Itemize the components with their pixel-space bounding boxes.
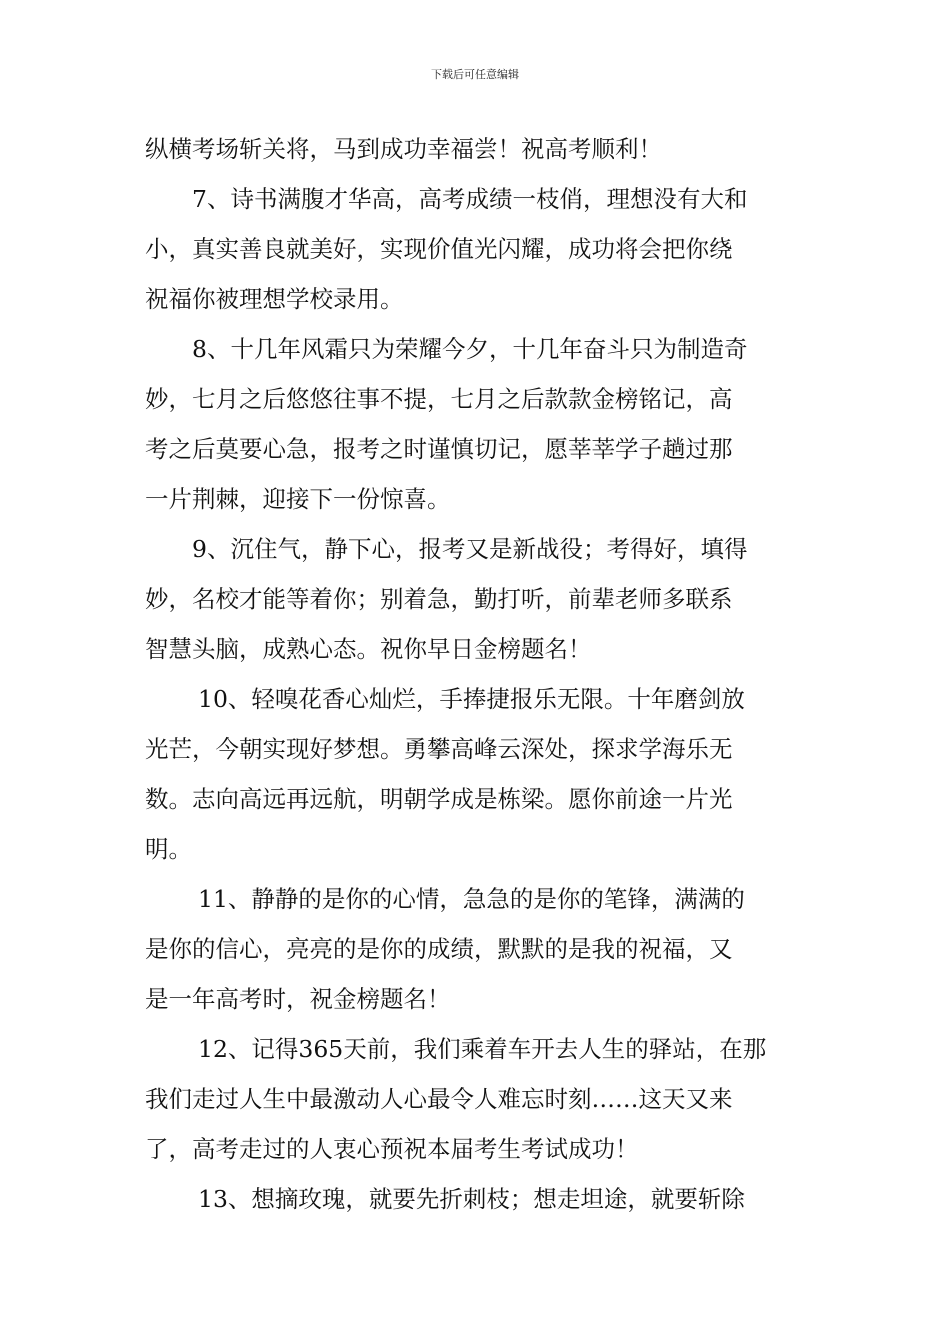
document-body xyxy=(145,124,810,1224)
text-line: 11、静静的是你的心情，急急的是你的笔锋，满满的 xyxy=(198,885,745,913)
text-line: 祝福你被理想学校录用。 xyxy=(145,285,404,313)
text-line: 小，真实善良就美好，实现价值光闪耀，成功将会把你绕 xyxy=(145,235,733,263)
text-line: 是一年高考时，祝金榜题名！ xyxy=(145,985,451,1013)
text-line: 妙，七月之后悠悠往事不提，七月之后款款金榜铭记，高 xyxy=(145,385,733,413)
text-line: 是你的信心，亮亮的是你的成绩，默默的是我的祝福，又 xyxy=(145,935,733,963)
text-line: 8、十几年风霜只为荣耀今夕，十几年奋斗只为制造奇 xyxy=(192,335,748,363)
text-line: 智慧头脑，成熟心态。祝你早日金榜题名！ xyxy=(145,635,592,663)
text-line: 妙，名校才能等着你；别着急，勤打听，前辈老师多联系 xyxy=(145,585,733,613)
text-line: 10、轻嗅花香心灿烂，手捧捷报乐无限。十年磨剑放 xyxy=(198,685,745,713)
text-line: 纵横考场斩关将，马到成功幸福尝！祝高考顺利！ xyxy=(145,135,662,163)
text-line: 明。 xyxy=(145,835,192,863)
text-line: 9、沉住气，静下心，报考又是新战役；考得好，填得 xyxy=(192,535,748,563)
text-line: 13、想摘玫瑰，就要先折刺枝；想走坦途，就要斩除 xyxy=(198,1185,745,1213)
text-line: 一片荆棘，迎接下一份惊喜。 xyxy=(145,485,451,513)
text-line: 光芒，今朝实现好梦想。勇攀高峰云深处，探求学海乐无 xyxy=(145,735,733,763)
text-line: 考之后莫要心急，报考之时谨慎切记，愿莘莘学子趟过那 xyxy=(145,435,733,463)
text-line: 我们走过人生中最激动人心最令人难忘时刻……这天又来 xyxy=(145,1085,733,1113)
page-header-note: 下载后可任意编辑 xyxy=(431,68,519,81)
text-line: 12、记得365天前，我们乘着车开去人生的驿站，在那 xyxy=(198,1035,767,1063)
text-line: 数。志向高远再远航，明朝学成是栋梁。愿你前途一片光 xyxy=(145,785,733,813)
text-line: 7、诗书满腹才华高，高考成绩一枝俏，理想没有大和 xyxy=(192,185,748,213)
text-line: 了，高考走过的人衷心预祝本届考生考试成功！ xyxy=(145,1135,639,1163)
